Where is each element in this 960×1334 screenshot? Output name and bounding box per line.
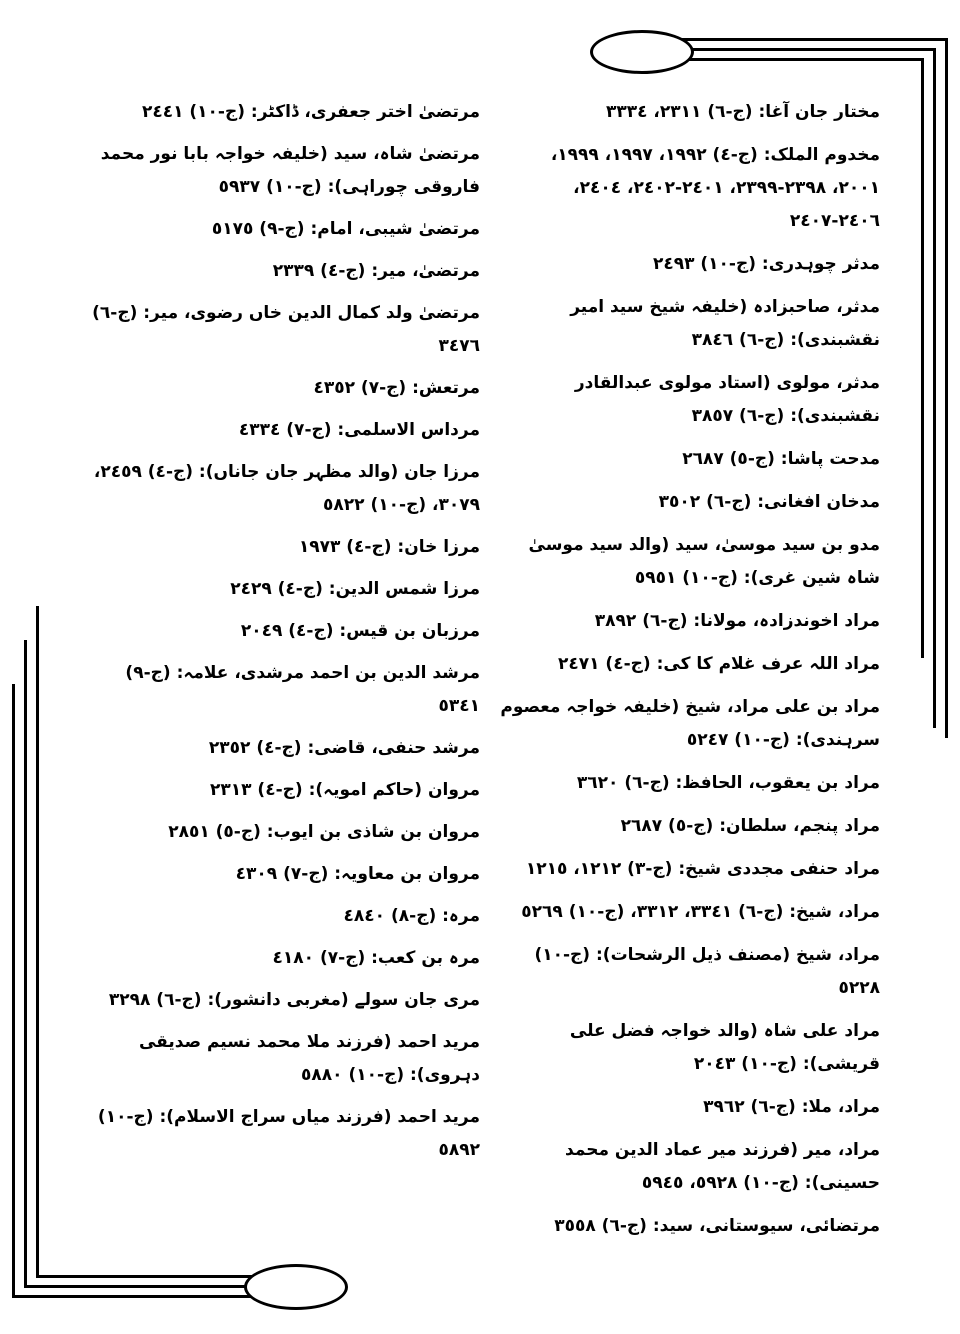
index-entry: مرزبان بن قیس: (ج-٤) ٢٠٤٩	[240, 621, 480, 641]
index-entry: مراد بن علی مراد، شیخ (خلیفہ خواجہ معصوم سرہندی): (ج-١٠) ٥٢٤٧	[500, 697, 880, 750]
index-entry: مرتضیٰ اختر جعفری، ڈاکٹر: (ج-١٠) ٢٤٤١	[141, 102, 480, 122]
index-entry: مدثر چوہدری: (ج-١٠) ٢٤٩٣	[652, 254, 880, 274]
top-oval-ornament	[590, 30, 694, 74]
index-entry: مدثر، صاحبزادہ (خلیفہ شیخ سید امیر نقشبندی): (ج-٦) ٣٨٤٦	[570, 297, 880, 350]
index-entry: مدخان افغانی: (ج-٦) ٣٥٠٢	[658, 492, 880, 512]
index-entry: مرشد الدین بن احمد مرشدی، علامہ: (ج-٩) ٥٣٤١	[125, 663, 480, 716]
index-entry: مرزا خان: (ج-٤) ١٩٧٣	[298, 537, 480, 557]
index-entry: مروان بن شاذی بن ایوب: (ج-٥) ٢٨٥١	[168, 822, 480, 842]
index-entry: مرہ: (ج-٨) ٤٨٤٠	[343, 906, 480, 926]
frame-line-bottom-outer	[12, 1295, 252, 1298]
index-entry: مرزا جان (والد مظہر جان جاناں): (ج-٤) ٢٤٥٩، ٣٠٧٩، (ج-١٠) ٥٨٢٢	[93, 462, 480, 515]
index-column-left	[92, 96, 480, 1176]
index-entry: مراد، شیخ (مصنف ذیل الرشحات): (ج-١٠) ٥٢٢٨	[534, 945, 880, 998]
index-entry: مراد پنجم، سلطان: (ج-٥) ٢٦٨٧	[620, 816, 880, 836]
index-entry: مروان (حاکم امویہ): (ج-٤) ٢٣١٣	[210, 780, 480, 800]
index-entry: مراد بن یعقوب، الحافظ: (ج-٦) ٣٦٢٠	[576, 773, 880, 793]
index-entry: مدو بن سید موسیٰ، سید (والد سید موسیٰ شاہ شین غری): (ج-١٠) ٥٩٥١	[528, 535, 880, 588]
index-entry: مرتضیٰ، میر: (ج-٤) ٢٣٣٩	[272, 261, 480, 281]
frame-line-top-middle	[680, 48, 936, 51]
index-entry: مراد اخوندزادہ، مولانا: (ج-٦) ٣٨٩٢	[594, 611, 880, 631]
frame-line-bottom-middle	[24, 1285, 252, 1288]
frame-line-top-inner	[680, 58, 924, 61]
index-entry: مخدوم الملک: (ج-٤) ١٩٩٢، ١٩٩٧، ١٩٩٩، ٢٠٠١، ٢٣٩٨-٢٣٩٩، ٢٤٠١-٢٤٠٢، ٢٤٠٤، ٢٤٠٦-٢٤٠٧	[550, 145, 880, 231]
index-entry: مرتضیٰ ولد کمال الدین خاں رضوی، میر: (ج-٦) ٣٤٧٦	[92, 303, 480, 356]
index-entry: مرتعش: (ج-٧) ٤٣٥٢	[313, 378, 480, 398]
index-entry: مرہ بن کعب: (ج-٧) ٤١٨٠	[272, 948, 480, 968]
index-entry: مروان بن معاویہ: (ج-٧) ٤٣٠٩	[235, 864, 480, 884]
index-entry: مرتضائی، سیوستانی، سید: (ج-٦) ٣٥٥٨	[554, 1216, 880, 1236]
index-entry: مرید احمد (فرزند میاں سراج الاسلام): (ج-١٠) ٥٨٩٢	[97, 1107, 480, 1160]
index-entry: مرید احمد (فرزند ملا محمد نسیم صدیقی دہروی): (ج-١٠) ٥٨٨٠	[138, 1032, 480, 1085]
frame-line-right-inner	[921, 58, 924, 658]
index-entry: مراد حنفی مجددی شیخ: (ج-٣) ١٢١٢، ١٢١٥	[525, 859, 880, 879]
frame-line-left-inner	[36, 606, 39, 1278]
bottom-oval-ornament	[244, 1264, 348, 1310]
frame-line-left-outer	[12, 684, 15, 1298]
frame-line-bottom-inner	[36, 1275, 252, 1278]
index-entry: مرتضیٰ شاہ، سید (خلیفہ خواجہ بابا نور محمد فاروقی چوراہی): (ج-١٠) ٥٩٣٧	[100, 144, 480, 197]
index-entry: مرتضیٰ شیبی، امام: (ج-٩) ٥١٧٥	[211, 219, 480, 239]
index-entry: مختار جان آغا: (ج-٦) ٢٣١١، ٣٣٣٤	[605, 102, 880, 122]
frame-line-right-middle	[933, 48, 936, 728]
index-entry: مراد، میر (فرزند میر عماد الدین محمد حسینی): (ج-١٠) ٥٩٢٨، ٥٩٤٥	[565, 1140, 880, 1193]
index-entry: مراد، ملا: (ج-٦) ٣٩٦٢	[703, 1097, 880, 1117]
index-entry: مراد، شیخ: (ج-٦) ٣٣٤١، ٣٣١٢، (ج-١٠) ٥٢٦٩	[521, 902, 880, 922]
index-entry: مری جان سولے (مغربی دانشور): (ج-٦) ٣٢٩٨	[108, 990, 480, 1010]
index-entry: مرداس الاسلمی: (ج-٧) ٤٣٣٤	[238, 420, 480, 440]
frame-line-right-outer	[945, 38, 948, 738]
frame-line-left-middle	[24, 640, 27, 1288]
index-entry: مرزا شمس الدین: (ج-٤) ٢٤٢٩	[230, 579, 480, 599]
index-entry: مراد اللہ عرف غلام کا کی: (ج-٤) ٢٤٧١	[557, 654, 880, 674]
index-entry: مدحت پاشا: (ج-٥) ٢٦٨٧	[682, 449, 880, 469]
frame-line-top-outer	[680, 38, 948, 41]
index-entry: مراد علی شاہ (والد خواجہ فضل علی قریشی): (ج-١٠) ٢٠٤٣	[569, 1021, 880, 1074]
index-entry: مرشد حنفی، قاضی: (ج-٤) ٢٣٥٢	[208, 738, 480, 758]
index-column-right	[500, 96, 880, 1253]
index-entry: مدثر، مولوی (استاد مولوی عبدالقادر نقشبندی): (ج-٦) ٣٨٥٧	[574, 373, 880, 426]
